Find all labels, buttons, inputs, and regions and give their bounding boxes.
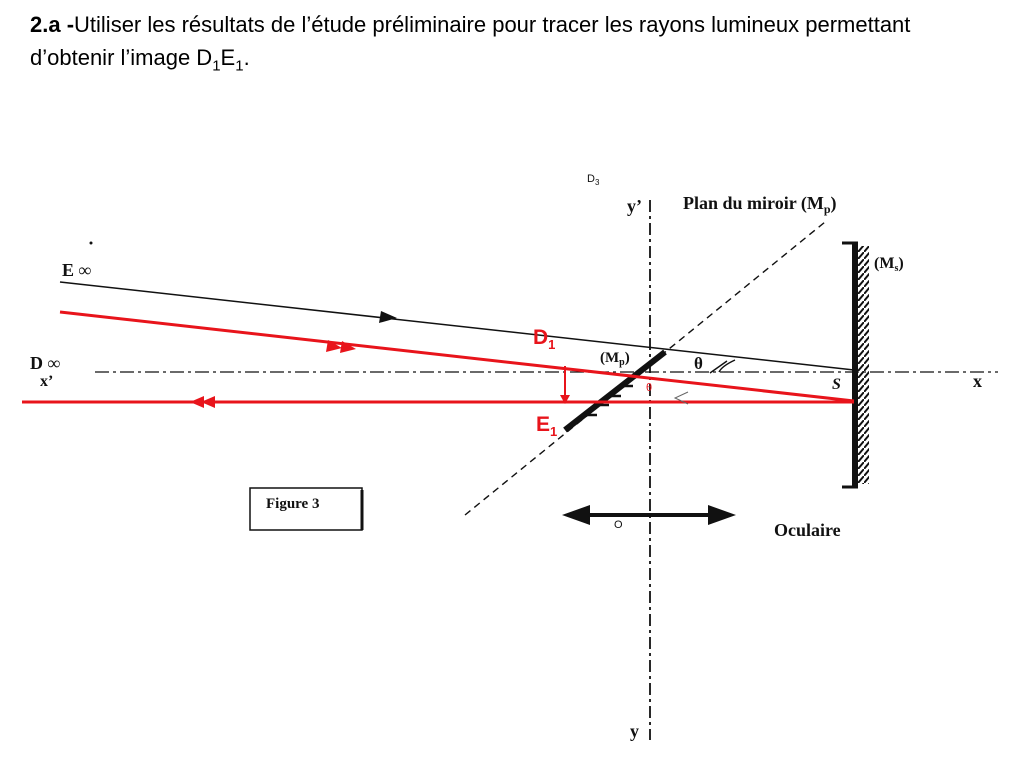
label-x: x: [973, 371, 982, 391]
label-d-infinity: D ∞: [30, 353, 61, 373]
subscript-1: 1: [212, 57, 221, 75]
angle-mark-black-leg: [710, 361, 727, 373]
label-theta-red: θ: [646, 382, 653, 394]
label-mirror-plane: Plan du miroir $(M_p)$: [683, 193, 837, 216]
question-text-mid: E: [220, 45, 236, 70]
label-point-s: S: [832, 376, 841, 393]
question-text: Utiliser les résultats de l’étude préliminaire pour tracer les rayons lumineux permettant d’obtenir l’image D: [30, 12, 911, 70]
mirror-ms: [842, 243, 869, 487]
label-x-prime: x’: [40, 373, 54, 390]
label-theta-black: θ: [694, 354, 703, 373]
question-text-end: .: [243, 45, 250, 70]
subscript-2: 1: [235, 57, 244, 75]
label-d3: $D_3$: [587, 173, 600, 187]
eyepiece-lens-arrow: [562, 505, 736, 525]
label-y-prime: y’: [627, 196, 642, 216]
label-mirror-mp: $(M_p)$: [600, 350, 630, 368]
arrow-ray-e: [379, 311, 397, 323]
label-o: O: [614, 519, 623, 531]
stray-dot: [90, 242, 93, 245]
label-y: y: [630, 721, 639, 741]
label-mirror-ms: (Ms): [874, 255, 904, 274]
question-number: 2.a -: [30, 12, 75, 37]
figure-label: Figure 3: [266, 496, 320, 512]
label-e1: $E_1$: [536, 413, 558, 439]
label-d1: $D_1$: [533, 326, 556, 352]
label-eyepiece: Oculaire: [774, 520, 841, 540]
label-e-infinity: E ∞: [62, 260, 92, 280]
